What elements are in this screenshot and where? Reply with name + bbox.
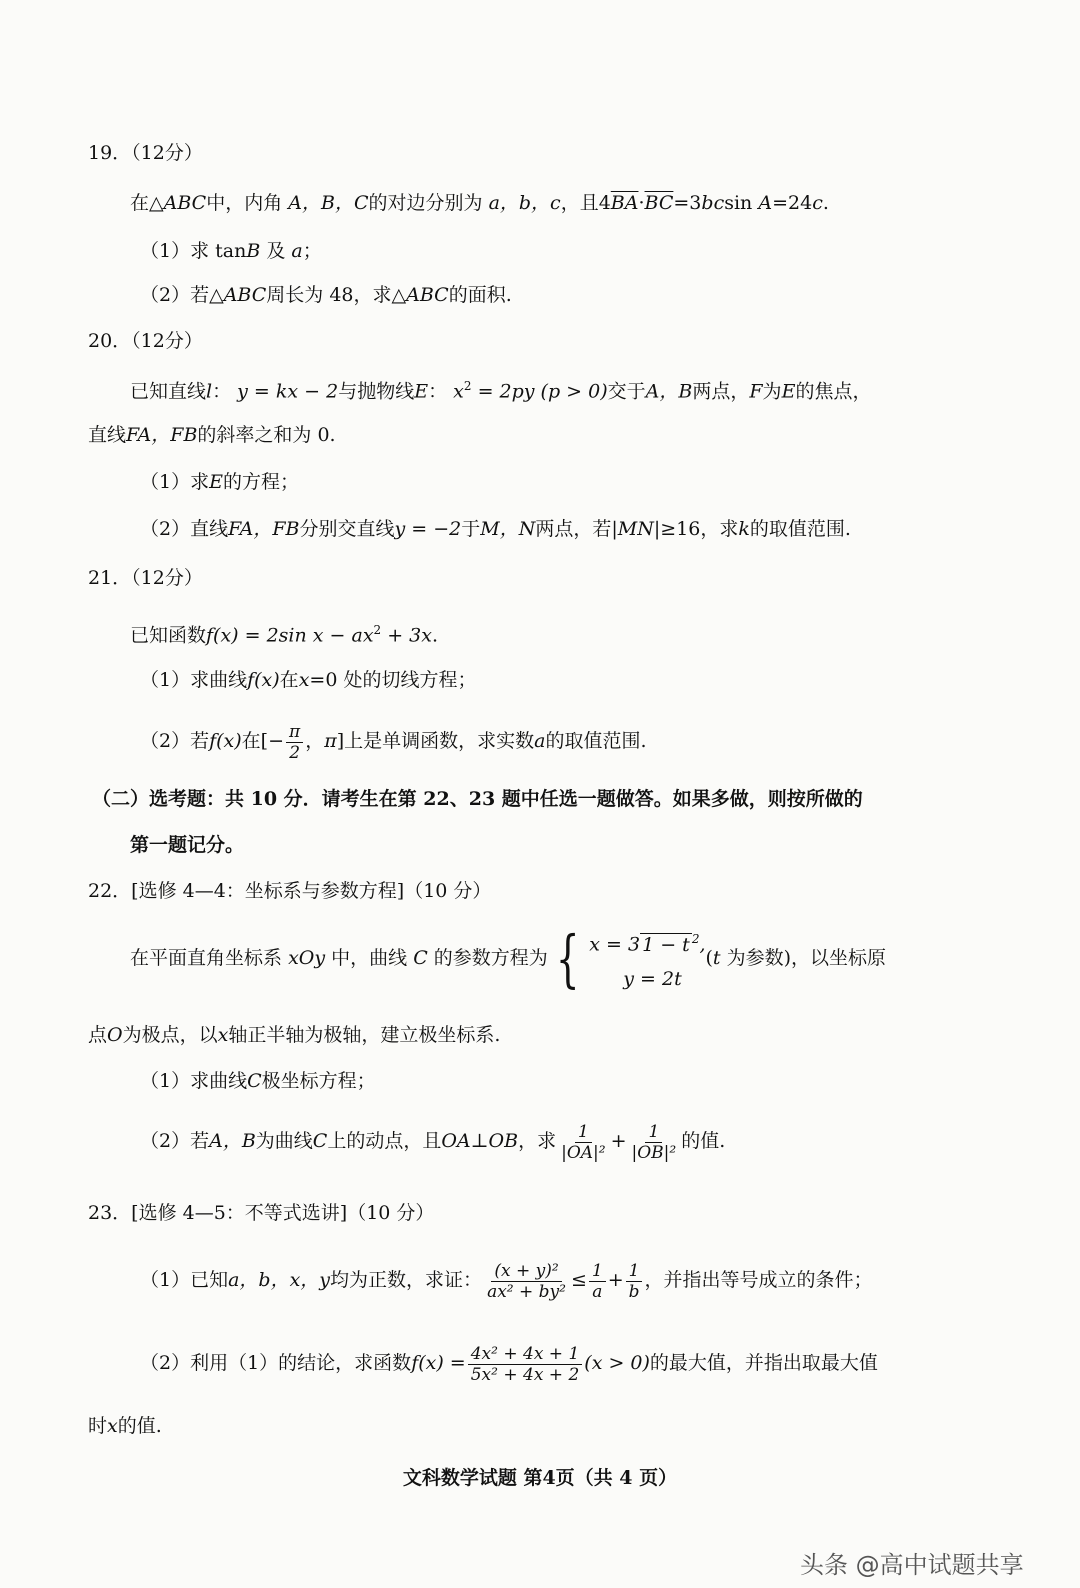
watermark: 头条 @高中试题共享: [800, 1551, 1024, 1579]
q21-heading: 21．（12分）: [88, 567, 203, 589]
q22-part2: （2）若A，B为曲线C上的动点，且OA⊥OB，求 $\frac{1}{\text{|OA|²}}$ + $\frac{1}{\text{|OB|²}}$ 的值.: [140, 1121, 726, 1163]
q19-part1: （1）求 tanB 及 a；: [140, 240, 322, 262]
q19-stem: 在△ABC中，内角 A，B，C的对边分别为 a，b，c，且$4\overline{BA}\cdot\overline{BC}=3bcsin$ A=24c.: [130, 192, 829, 214]
q20-stem-line1: 已知直线l： y = kx − 2与抛物线E： $x^2 = 2py$ (p > 0)交于A，B两点，F为E的焦点，: [130, 379, 872, 403]
q23-part2: （2）利用（1）的结论，求函数f(x) = $\frac{\text{4x² + 4x + 1}}{\text{5x² + 4x + 2}}$ (x > 0)的最大值，并指出取最大值: [140, 1343, 878, 1385]
q19-heading: 19．（12分）: [88, 142, 203, 164]
q22-stem: 在平面直角坐标系 xOy 中，曲线 C 的参数方程为 { x = 3 1 − t $^2$, y = 2t (t 为参数)，以坐标原: [130, 922, 887, 995]
q20-stem-line2: 直线FA，FB的斜率之和为 0.: [88, 424, 336, 446]
q22-heading: 22．[选修 4—4：坐标系与参数方程]（10 分）: [88, 880, 492, 902]
q23-heading: 23．[选修 4—5：不等式选讲]（10 分）: [88, 1202, 435, 1224]
q22-stem-line2: 点O为极点，以x轴正半轴为极轴，建立极坐标系.: [88, 1024, 501, 1046]
q21-stem: 已知函数f(x) = 2sin $x - ax^2 + 3x$.: [130, 623, 439, 647]
q20-heading: 20．（12分）: [88, 330, 203, 352]
q19-part2: （2）若△ABC周长为 48，求△ABC的面积.: [140, 284, 512, 306]
q21-part1: （1）求曲线f(x)在x=0 处的切线方程；: [140, 669, 477, 691]
system-brace: {: [555, 922, 580, 995]
page-footer: 文科数学试题 第4页（共 4 页）: [402, 1467, 678, 1489]
section2-line2: 第一题记分。: [130, 834, 245, 856]
q23-part2-cont: 时x的值.: [88, 1415, 162, 1437]
q23-part1: （1）已知a，b，x，y均为正数，求证： $\frac{\text{(x + y)²}}{\text{ax² + by²}}$ ≤ $\frac{1}{a}$ + $\frac{1}{b}$ ，并指出等号成立的条件；: [140, 1260, 873, 1302]
q22-part1: （1）求曲线C极坐标方程；: [140, 1070, 376, 1092]
q20-part2: （2）直线FA，FB分别交直线y = −2于M，N两点，若|MN|≥16，求k的取值范围.: [140, 518, 851, 540]
parametric-system: x = 3 1 − t $^2$, y = 2t: [589, 932, 706, 990]
q21-part2: （2）若f(x)在[− $\frac{\pi}{2}$ ，π]上是单调函数，求实数a的取值范围.: [140, 721, 647, 763]
pi-over-2-fraction: $\frac{\pi}{2}$: [286, 722, 303, 763]
section2-line1: （二）选考题：共 10 分．请考生在第 22、23 题中任选一题做答。如果多做，则按所做的: [92, 788, 863, 810]
q20-part1: （1）求E的方程；: [140, 471, 299, 493]
